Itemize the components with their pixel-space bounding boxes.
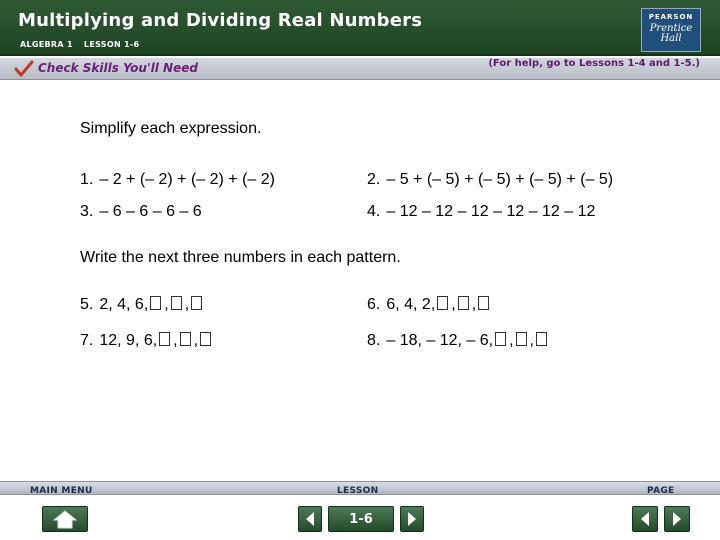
problem-sequence: 12, 9, 6, — [99, 332, 158, 349]
problem-number: 4. — [367, 203, 381, 220]
answer-blank — [478, 296, 489, 310]
problem-3 — [80, 203, 202, 221]
main-content — [0, 80, 720, 470]
problem-number: 8. — [367, 332, 381, 349]
separator: , — [529, 332, 534, 349]
problem-5 — [80, 296, 205, 314]
separator: , — [184, 296, 190, 313]
answer-blank — [495, 332, 506, 346]
answer-blank — [180, 332, 191, 346]
answer-blank — [150, 296, 161, 310]
problem-expression: – 6 – 6 – 6 – 6 — [99, 203, 202, 220]
separator: , — [193, 332, 199, 349]
separator: , — [471, 296, 477, 313]
arrow-left-icon — [638, 510, 652, 528]
separator: , — [164, 296, 169, 313]
instruction-pattern: Write the next three numbers in each pattern. — [80, 249, 401, 266]
problem-sequence: 6, 4, 2, — [386, 296, 436, 313]
footer-navigation — [0, 478, 720, 540]
problem-number: 6. — [367, 296, 381, 313]
answer-blank — [516, 332, 527, 346]
lesson-number: 1-6 — [349, 511, 373, 527]
answer-blank — [458, 296, 469, 310]
page-nav-label: PAGE — [647, 486, 675, 496]
problem-4 — [367, 203, 595, 221]
problem-8 — [367, 332, 550, 350]
footer-bar — [0, 481, 720, 495]
next-lesson-button[interactable] — [400, 506, 424, 532]
arrow-left-icon — [303, 510, 317, 528]
answer-blank — [191, 296, 202, 310]
answer-blank — [437, 296, 448, 310]
separator: , — [509, 332, 514, 349]
main-menu-button[interactable] — [42, 506, 88, 532]
instruction-simplify: Simplify each expression. — [80, 120, 262, 137]
problem-6 — [367, 296, 492, 314]
previous-page-button[interactable] — [632, 506, 658, 532]
header — [0, 0, 720, 56]
previous-lesson-button[interactable] — [298, 506, 322, 532]
lesson-nav-label: LESSON — [337, 486, 379, 496]
arrow-right-icon — [670, 510, 684, 528]
problem-1 — [80, 171, 275, 189]
problem-number: 7. — [80, 332, 94, 349]
publisher-logo — [641, 8, 701, 52]
problem-number: 1. — [80, 171, 94, 188]
answer-blank — [536, 332, 547, 346]
problem-number: 5. — [80, 296, 94, 313]
logo-line-1: PEARSON — [648, 13, 694, 21]
answer-blank — [171, 296, 182, 310]
check-skills-bar — [0, 58, 720, 80]
answer-blank — [159, 332, 170, 346]
checkmark-pencil-icon — [14, 60, 34, 78]
problem-sequence: – 18, – 12, – 6, — [386, 332, 494, 349]
logo-line-2: Prentice Hall — [649, 23, 693, 44]
lesson-number-button[interactable] — [328, 506, 394, 532]
page-title: Multiplying and Dividing Real Numbers — [18, 10, 423, 31]
problem-7 — [80, 332, 214, 350]
problem-2 — [367, 171, 613, 189]
problem-sequence: 2, 4, 6, — [99, 296, 149, 313]
problem-expression: – 2 + (– 2) + (– 2) + (– 2) — [99, 171, 275, 188]
next-page-button[interactable] — [664, 506, 690, 532]
problem-number: 2. — [367, 171, 381, 188]
check-skills-label: Check Skills You'll Need — [38, 61, 198, 75]
help-reference: (For help, go to Lessons 1-4 and 1-5.) — [488, 58, 700, 69]
separator: , — [451, 296, 456, 313]
answer-blank — [200, 332, 211, 346]
breadcrumb — [20, 40, 147, 49]
problem-expression: – 5 + (– 5) + (– 5) + (– 5) + (– 5) — [386, 171, 614, 188]
lesson-label: LESSON 1-6 — [83, 40, 140, 49]
arrow-right-icon — [405, 510, 419, 528]
course-label: ALGEBRA 1 — [20, 40, 73, 49]
separator: , — [173, 332, 178, 349]
home-icon — [52, 509, 78, 529]
problem-number: 3. — [80, 203, 94, 220]
problem-expression: – 12 – 12 – 12 – 12 – 12 – 12 — [386, 203, 596, 220]
main-menu-label: MAIN MENU — [30, 486, 93, 496]
